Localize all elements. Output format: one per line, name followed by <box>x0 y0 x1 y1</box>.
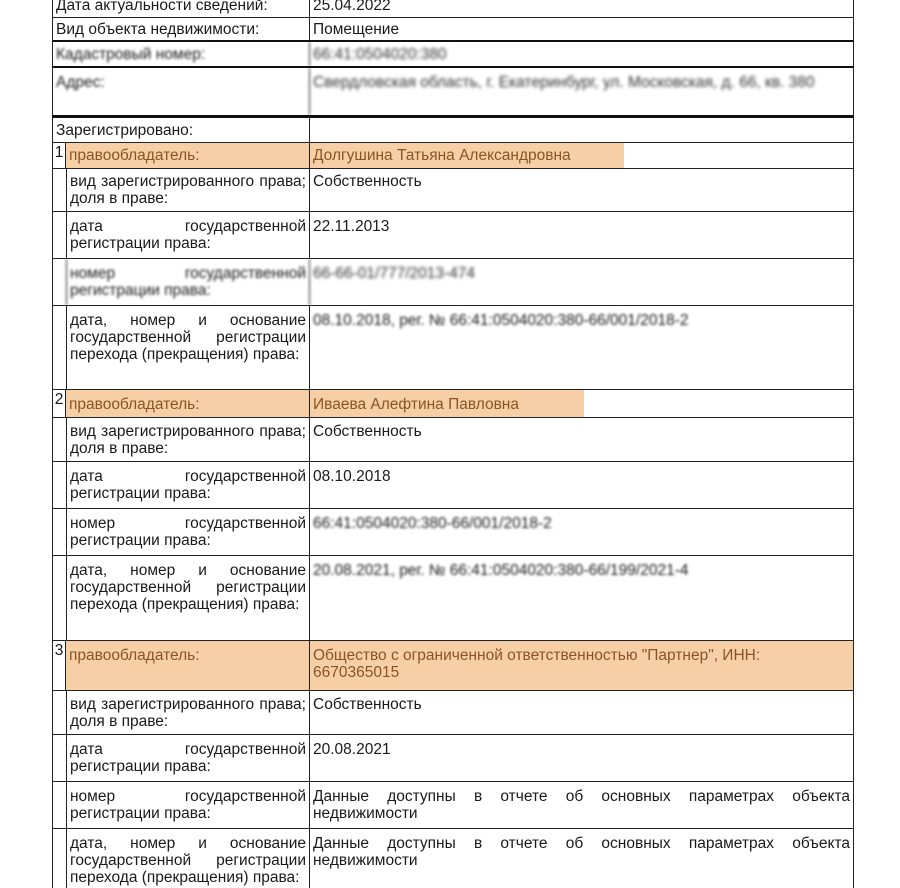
address-label: Адрес: <box>53 68 310 115</box>
owner-3-number: 3 <box>53 641 66 690</box>
owner-2-right-type: Собственность <box>313 423 422 440</box>
owner-2-transfer-label: дата, номер и основание государственной регистрации перехода (прекращения) права: <box>66 556 310 640</box>
owner-3-reg-date-row <box>52 735 854 782</box>
actuality-label: Дата актуальности сведений: <box>53 0 310 17</box>
owner-3-transfer: Данные доступны в отчете об основных параметрах объекта недвижимости <box>313 835 850 869</box>
owner-1-reg-date-row <box>52 212 854 259</box>
owner-3-reg-date-label: дата государственной регистрации права: <box>66 735 310 781</box>
owner-2-holder-row <box>52 390 854 418</box>
owner-2-right-type-row <box>52 418 854 462</box>
owner-1-right-type-row <box>52 169 854 212</box>
owner-3-reg-num-row <box>52 782 854 829</box>
owner-2-holder-label: правообладатель: <box>66 390 310 417</box>
owner-2-reg-num-row <box>52 509 854 556</box>
owner-3-holder-label: правообладатель: <box>66 641 310 690</box>
owner-2-reg-num-label: номер государственной регистрации права: <box>66 509 310 555</box>
registered-label: Зарегистрировано: <box>53 118 310 142</box>
owner-3-reg-num: Данные доступны в отчете об основных параметрах объекта недвижимости <box>313 788 850 822</box>
owner-1-transfer-label: дата, номер и основание государственной регистрации перехода (прекращения) права: <box>66 306 310 389</box>
owner-3-holder-row <box>52 641 854 691</box>
object-type-label: Вид объекта недвижимости: <box>53 18 310 40</box>
owner-1-reg-num: 66-66-01/777/2013-474 <box>313 265 476 282</box>
owner-2-reg-date-label: дата государственной регистрации права: <box>66 462 310 508</box>
owner-3-holder-name: Общество с ограниченной ответственностью "Партнер", ИНН: 6670365015 <box>310 641 853 690</box>
cadastral-label: Кадастровый номер: <box>53 42 310 66</box>
cadastral-row <box>52 42 854 68</box>
owner-1-reg-date-label: дата государственной регистрации права: <box>66 212 310 258</box>
owner-1-holder-row <box>52 143 854 169</box>
owner-2-transfer: 20.08.2021, рег. № 66:41:0504020:380-66/199/2021-4 <box>313 562 689 579</box>
owner-3-right-type-row <box>52 691 854 735</box>
owner-1-holder-label: правообладатель: <box>66 143 310 168</box>
owner-2-number: 2 <box>53 390 66 417</box>
object-type-value: Помещение <box>313 21 400 38</box>
owner-1-transfer: 08.10.2018, рег. № 66:41:0504020:380-66/001/2018-2 <box>313 312 689 329</box>
actuality-value: 25.04.2022 <box>313 0 391 14</box>
owner-3-right-type-label: вид зарегистрированного права; доля в праве: <box>66 691 310 734</box>
owner-3-transfer-row <box>52 829 854 888</box>
owner-1-number: 1 <box>53 143 66 168</box>
owner-2-reg-date-row <box>52 462 854 509</box>
cadastral-value: 66:41:0504020:380 <box>313 46 447 63</box>
owner-3-reg-date: 20.08.2021 <box>313 741 391 758</box>
owner-1-reg-date: 22.11.2013 <box>313 218 390 235</box>
owner-3-transfer-label: дата, номер и основание государственной регистрации перехода (прекращения) права: <box>66 829 310 888</box>
owner-2-reg-date: 08.10.2018 <box>313 468 391 485</box>
owner-1-reg-num-label: номер государственной регистрации права: <box>66 259 310 305</box>
object-type-row <box>52 18 854 42</box>
owner-2-reg-num: 66:41:0504020:380-66/001/2018-2 <box>313 515 552 532</box>
address-row <box>52 68 854 118</box>
owner-1-transfer-row <box>52 306 854 390</box>
owner-1-holder-name: Долгушина Татьяна Александровна <box>310 143 624 168</box>
actuality-row <box>52 0 854 18</box>
owner-3-reg-num-label: номер государственной регистрации права: <box>66 782 310 828</box>
owner-1-reg-num-row <box>52 259 854 306</box>
owner-3-right-type: Собственность <box>313 696 422 713</box>
owner-1-right-type-label: вид зарегистрированного права; доля в праве: <box>66 169 310 211</box>
owner-2-transfer-row <box>52 556 854 641</box>
address-value: Свердловская область, г. Екатеринбург, ул. Московская, д. 66, кв. 380 <box>313 74 815 91</box>
registered-row <box>52 118 854 143</box>
owner-2-holder-name: Иваева Алефтина Павловна <box>310 390 584 417</box>
owner-1-right-type: Собственность <box>313 173 422 190</box>
owner-2-right-type-label: вид зарегистрированного права; доля в праве: <box>66 418 310 461</box>
